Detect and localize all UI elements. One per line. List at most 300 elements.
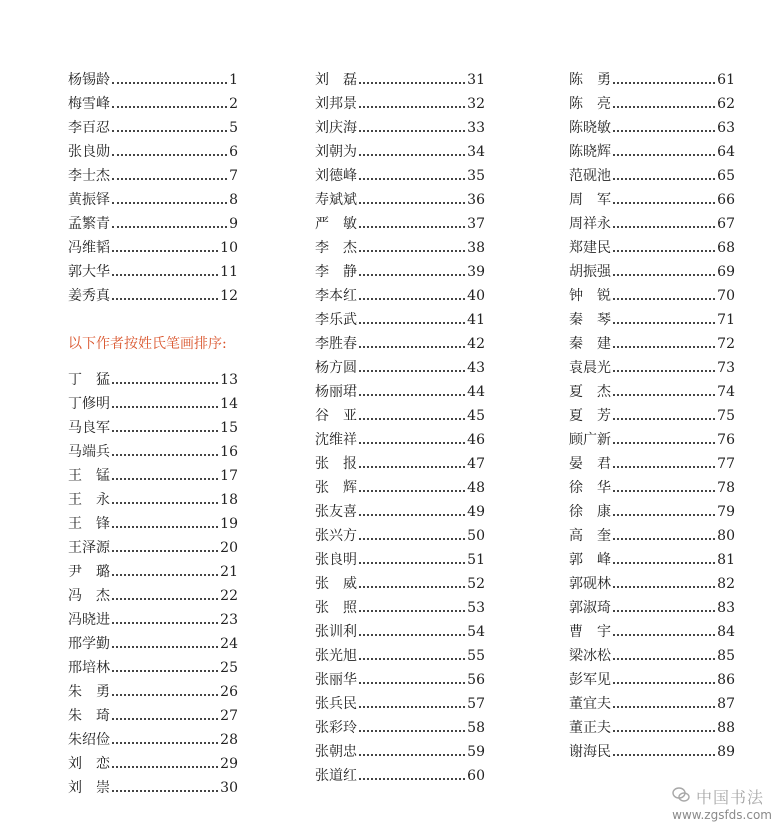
page-number: 10	[220, 240, 238, 256]
page-number: 51	[467, 552, 485, 568]
author-name: 冯维韬	[68, 240, 110, 256]
toc-entry	[569, 92, 735, 116]
author-name: 张训利	[315, 624, 357, 640]
leader-dots	[359, 466, 465, 468]
leader-dots	[359, 586, 465, 588]
author-name: 李士杰	[68, 168, 110, 184]
page-number: 33	[467, 120, 485, 136]
toc-entry	[569, 716, 735, 740]
leader-dots	[613, 442, 715, 444]
leader-dots	[613, 322, 715, 324]
page-number: 89	[717, 744, 735, 760]
author-name: 张 照	[315, 600, 357, 616]
leader-dots	[359, 394, 465, 396]
page-number: 65	[717, 168, 735, 184]
page-number: 8	[229, 192, 238, 208]
toc-entry	[315, 716, 485, 740]
author-name: 王泽源	[68, 540, 110, 556]
toc-entry	[315, 284, 485, 308]
leader-dots	[613, 130, 715, 132]
author-name: 刘 磊	[315, 72, 357, 88]
toc-entry	[68, 464, 238, 488]
author-name: 陈晓敏	[569, 120, 611, 136]
page-number: 53	[467, 600, 485, 616]
page-number: 73	[717, 360, 735, 376]
author-name: 刘 恋	[68, 756, 110, 772]
page-number: 72	[717, 336, 735, 352]
author-name: 陈 亮	[569, 96, 611, 112]
leader-dots	[613, 754, 715, 756]
toc-entry	[68, 728, 238, 752]
toc-entry	[68, 512, 238, 536]
page-number: 41	[467, 312, 485, 328]
page-number: 37	[467, 216, 485, 232]
page-number: 48	[467, 480, 485, 496]
toc-entry	[569, 548, 735, 572]
page-number: 60	[467, 768, 485, 784]
page-number: 61	[717, 72, 735, 88]
toc-entry	[315, 116, 485, 140]
author-name: 夏 杰	[569, 384, 611, 400]
leader-dots	[112, 718, 218, 720]
author-name: 郭砚林	[569, 576, 611, 592]
page-number: 39	[467, 264, 485, 280]
leader-dots	[613, 634, 715, 636]
leader-dots	[359, 658, 465, 660]
author-name: 钟 锐	[569, 288, 611, 304]
leader-dots	[359, 538, 465, 540]
page-number: 29	[220, 756, 238, 772]
author-name: 孟繁青	[68, 216, 110, 232]
toc-entry	[569, 572, 735, 596]
author-name: 刘 崇	[68, 780, 110, 796]
page-number: 49	[467, 504, 485, 520]
page-number: 43	[467, 360, 485, 376]
leader-dots	[613, 562, 715, 564]
author-name: 范砚池	[569, 168, 611, 184]
toc-entry	[315, 428, 485, 452]
page-number: 15	[220, 420, 238, 436]
page-number: 42	[467, 336, 485, 352]
toc-entry	[315, 188, 485, 212]
toc-entry	[569, 308, 735, 332]
toc-entry	[68, 608, 238, 632]
toc-entry	[68, 140, 238, 164]
leader-dots	[359, 490, 465, 492]
toc-entry	[315, 596, 485, 620]
toc-entry	[569, 644, 735, 668]
leader-dots	[359, 106, 465, 108]
leader-dots	[613, 298, 715, 300]
page-number: 23	[220, 612, 238, 628]
author-name: 尹 璐	[68, 564, 110, 580]
author-name: 郭淑琦	[569, 600, 611, 616]
page-number: 20	[220, 540, 238, 556]
page-number: 85	[717, 648, 735, 664]
toc-entry	[569, 380, 735, 404]
author-name: 杨锡龄	[68, 72, 110, 88]
leader-dots	[112, 598, 218, 600]
toc-entry	[315, 68, 485, 92]
leader-dots	[613, 394, 715, 396]
toc-entry	[569, 428, 735, 452]
page-number: 84	[717, 624, 735, 640]
author-name: 张良明	[315, 552, 357, 568]
toc-entry	[68, 116, 238, 140]
page-number: 77	[717, 456, 735, 472]
page-number: 35	[467, 168, 485, 184]
page-number: 14	[220, 396, 238, 412]
leader-dots	[613, 82, 715, 84]
toc-entry	[68, 488, 238, 512]
toc-entry	[68, 68, 238, 92]
leader-dots	[613, 730, 715, 732]
toc-entry	[569, 452, 735, 476]
toc-entry	[569, 68, 735, 92]
page-number: 46	[467, 432, 485, 448]
leader-dots	[112, 406, 218, 408]
toc-entry	[68, 560, 238, 584]
leader-dots	[613, 370, 715, 372]
page-number: 52	[467, 576, 485, 592]
author-name: 梁冰松	[569, 648, 611, 664]
author-name: 王 永	[68, 492, 110, 508]
page-number: 62	[717, 96, 735, 112]
page-number: 86	[717, 672, 735, 688]
leader-dots	[112, 154, 227, 156]
author-name: 冯 杰	[68, 588, 110, 604]
toc-entry	[569, 260, 735, 284]
author-name: 陈晓辉	[569, 144, 611, 160]
author-name: 谷 亚	[315, 408, 357, 424]
leader-dots	[359, 514, 465, 516]
page-number: 36	[467, 192, 485, 208]
page-number: 70	[717, 288, 735, 304]
toc-entry	[315, 236, 485, 260]
toc-entry	[68, 212, 238, 236]
page-number: 58	[467, 720, 485, 736]
author-name: 郑建民	[569, 240, 611, 256]
watermark-url: www.zgsfds.com	[672, 808, 772, 822]
leader-dots	[613, 250, 715, 252]
leader-dots	[359, 754, 465, 756]
page-number: 69	[717, 264, 735, 280]
author-name: 李 杰	[315, 240, 357, 256]
toc-entry	[315, 524, 485, 548]
toc-entry	[68, 188, 238, 212]
author-name: 彭军见	[569, 672, 611, 688]
leader-dots	[112, 130, 227, 132]
leader-dots	[359, 730, 465, 732]
author-name: 邢学勤	[68, 636, 110, 652]
toc-entry	[68, 704, 238, 728]
leader-dots	[613, 106, 715, 108]
leader-dots	[112, 790, 218, 792]
toc-entry	[68, 260, 238, 284]
page-number: 1	[229, 72, 238, 88]
author-name: 张 辉	[315, 480, 357, 496]
author-name: 张光旭	[315, 648, 357, 664]
page-number: 18	[220, 492, 238, 508]
page-number: 12	[220, 288, 238, 304]
page-number: 56	[467, 672, 485, 688]
page-number: 17	[220, 468, 238, 484]
leader-dots	[112, 202, 227, 204]
toc-entry	[315, 548, 485, 572]
author-name: 董正夫	[569, 720, 611, 736]
toc-entry	[569, 692, 735, 716]
author-name: 严 敏	[315, 216, 357, 232]
toc-entry	[569, 620, 735, 644]
leader-dots	[359, 442, 465, 444]
page-number: 6	[229, 144, 238, 160]
leader-dots	[359, 706, 465, 708]
author-name: 周祥永	[569, 216, 611, 232]
leader-dots	[359, 130, 465, 132]
author-name: 朱 勇	[68, 684, 110, 700]
toc-entry	[315, 740, 485, 764]
toc-entry	[569, 356, 735, 380]
page-number: 45	[467, 408, 485, 424]
page-number: 22	[220, 588, 238, 604]
author-name: 李本红	[315, 288, 357, 304]
author-name: 袁晨光	[569, 360, 611, 376]
toc-entry	[569, 524, 735, 548]
author-name: 张友喜	[315, 504, 357, 520]
page-number: 19	[220, 516, 238, 532]
author-name: 张兵民	[315, 696, 357, 712]
page-number: 66	[717, 192, 735, 208]
toc-entry	[315, 308, 485, 332]
author-name: 丁 猛	[68, 372, 110, 388]
toc-entry	[315, 164, 485, 188]
leader-dots	[112, 226, 227, 228]
leader-dots	[359, 562, 465, 564]
section-heading: 以下作者按姓氏笔画排序:	[68, 336, 227, 352]
toc-entry	[569, 164, 735, 188]
leader-dots	[112, 646, 218, 648]
toc-entry	[315, 476, 485, 500]
author-name: 张兴方	[315, 528, 357, 544]
page-number: 2	[229, 96, 238, 112]
page-number: 13	[220, 372, 238, 388]
page-number: 24	[220, 636, 238, 652]
page-number: 68	[717, 240, 735, 256]
leader-dots	[112, 622, 218, 624]
leader-dots	[112, 250, 218, 252]
toc-entry	[68, 776, 238, 800]
toc-entry	[68, 236, 238, 260]
page-number: 74	[717, 384, 735, 400]
page-number: 55	[467, 648, 485, 664]
author-name: 张良勋	[68, 144, 110, 160]
toc-entry	[315, 668, 485, 692]
page-number: 7	[229, 168, 238, 184]
toc-entry	[68, 584, 238, 608]
leader-dots	[359, 298, 465, 300]
author-name: 夏 芳	[569, 408, 611, 424]
watermark-text: 中国书法	[695, 788, 764, 807]
leader-dots	[359, 202, 465, 204]
page-number: 76	[717, 432, 735, 448]
toc-column-1	[68, 68, 238, 800]
author-name: 张彩玲	[315, 720, 357, 736]
leader-dots	[359, 346, 465, 348]
author-name: 董宜夫	[569, 696, 611, 712]
toc-entry	[68, 680, 238, 704]
leader-dots	[613, 154, 715, 156]
toc-entry	[569, 188, 735, 212]
leader-dots	[613, 490, 715, 492]
toc-column-2	[315, 68, 485, 788]
leader-dots	[112, 274, 218, 276]
author-name: 张丽华	[315, 672, 357, 688]
leader-dots	[112, 502, 218, 504]
toc-entry	[315, 620, 485, 644]
author-name: 丁修明	[68, 396, 110, 412]
leader-dots	[613, 418, 715, 420]
author-name: 李乐武	[315, 312, 357, 328]
leader-dots	[613, 346, 715, 348]
author-name: 秦 琴	[569, 312, 611, 328]
toc-entry	[315, 332, 485, 356]
author-name: 杨丽珺	[315, 384, 357, 400]
toc-entry	[68, 632, 238, 656]
leader-dots	[112, 574, 218, 576]
toc-entry	[315, 92, 485, 116]
page-number: 21	[220, 564, 238, 580]
author-name: 李百忍	[68, 120, 110, 136]
page-number: 81	[717, 552, 735, 568]
page-number: 54	[467, 624, 485, 640]
leader-dots	[359, 274, 465, 276]
leader-dots	[613, 538, 715, 540]
leader-dots	[613, 226, 715, 228]
page-number: 32	[467, 96, 485, 112]
page-number: 27	[220, 708, 238, 724]
page-number: 79	[717, 504, 735, 520]
toc-entry	[68, 284, 238, 308]
toc-entry	[68, 416, 238, 440]
page-number: 40	[467, 288, 485, 304]
page-number: 34	[467, 144, 485, 160]
author-name: 徐 康	[569, 504, 611, 520]
leader-dots	[112, 742, 218, 744]
toc-entry	[569, 404, 735, 428]
page-number: 47	[467, 456, 485, 472]
leader-dots	[613, 706, 715, 708]
toc-entry	[315, 692, 485, 716]
author-name: 谢海民	[569, 744, 611, 760]
author-name: 李 静	[315, 264, 357, 280]
page-number: 80	[717, 528, 735, 544]
author-name: 黄振铎	[68, 192, 110, 208]
toc-entry	[569, 476, 735, 500]
toc-entry	[569, 236, 735, 260]
toc-entry	[68, 164, 238, 188]
author-name: 高 奎	[569, 528, 611, 544]
page-number: 44	[467, 384, 485, 400]
leader-dots	[359, 226, 465, 228]
page-number: 87	[717, 696, 735, 712]
leader-dots	[359, 322, 465, 324]
leader-dots	[613, 586, 715, 588]
page-number: 82	[717, 576, 735, 592]
toc-entry	[569, 500, 735, 524]
leader-dots	[613, 682, 715, 684]
leader-dots	[359, 82, 465, 84]
author-name: 秦 建	[569, 336, 611, 352]
page-number: 75	[717, 408, 735, 424]
author-name: 邢培林	[68, 660, 110, 676]
toc-entry	[315, 452, 485, 476]
toc-entry	[569, 116, 735, 140]
leader-dots	[613, 274, 715, 276]
page-number: 78	[717, 480, 735, 496]
toc-entry	[68, 92, 238, 116]
toc-entry	[68, 752, 238, 776]
leader-dots	[112, 454, 218, 456]
page-number: 16	[220, 444, 238, 460]
leader-dots	[613, 610, 715, 612]
author-name: 郭 峰	[569, 552, 611, 568]
toc-entry	[569, 140, 735, 164]
toc-entry	[315, 572, 485, 596]
toc-entry	[68, 368, 238, 392]
toc-entry	[315, 356, 485, 380]
toc-entry	[569, 284, 735, 308]
wechat-icon	[672, 787, 690, 807]
author-name: 张朝忠	[315, 744, 357, 760]
author-name: 曹 宇	[569, 624, 611, 640]
leader-dots	[613, 658, 715, 660]
leader-dots	[613, 178, 715, 180]
page-number: 71	[717, 312, 735, 328]
leader-dots	[112, 526, 218, 528]
page-number: 26	[220, 684, 238, 700]
leader-dots	[112, 106, 227, 108]
leader-dots	[613, 514, 715, 516]
toc-entry	[315, 764, 485, 788]
author-name: 胡振强	[569, 264, 611, 280]
page-number: 28	[220, 732, 238, 748]
toc-entry	[315, 500, 485, 524]
page-number: 63	[717, 120, 735, 136]
toc-entry	[315, 260, 485, 284]
author-name: 马端兵	[68, 444, 110, 460]
leader-dots	[359, 154, 465, 156]
toc-entry	[315, 212, 485, 236]
leader-dots	[359, 682, 465, 684]
leader-dots	[359, 250, 465, 252]
author-name: 梅雪峰	[68, 96, 110, 112]
leader-dots	[359, 370, 465, 372]
author-name: 寿斌斌	[315, 192, 357, 208]
leader-dots	[359, 418, 465, 420]
page-number: 9	[229, 216, 238, 232]
author-name: 李胜春	[315, 336, 357, 352]
watermark	[672, 785, 764, 808]
leader-dots	[112, 670, 218, 672]
author-name: 刘庆海	[315, 120, 357, 136]
author-name: 王 锰	[68, 468, 110, 484]
author-name: 冯晓进	[68, 612, 110, 628]
leader-dots	[359, 610, 465, 612]
leader-dots	[112, 766, 218, 768]
toc-entry	[569, 596, 735, 620]
page-number: 64	[717, 144, 735, 160]
toc-entry	[315, 404, 485, 428]
